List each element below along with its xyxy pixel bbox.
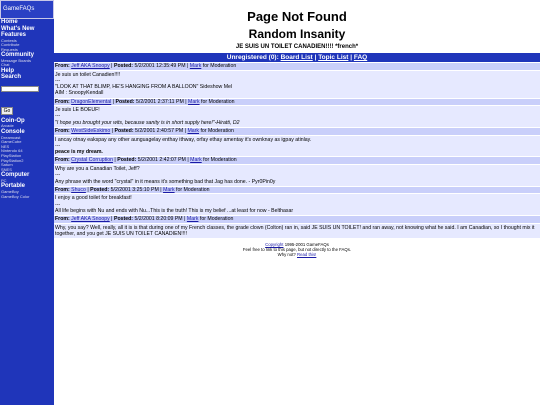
- author-link[interactable]: Jeff AKA Snoopy: [71, 63, 110, 69]
- author-link[interactable]: Jeff AKA Snoopy: [71, 216, 110, 223]
- for-moderation-text: for Moderation: [176, 186, 210, 193]
- sidebar-item-playstation2[interactable]: PlayStation2: [1, 157, 24, 163]
- go-button[interactable]: Go: [1, 107, 13, 115]
- post-line: ---: [55, 113, 61, 120]
- board-list-link[interactable]: Board List: [280, 54, 313, 61]
- separator: |: [350, 54, 353, 61]
- posted-label: Posted:: [114, 128, 134, 135]
- post-line: Je suis un toilet Canadien!!!!: [55, 71, 121, 78]
- post-line: Je suis LE BOEUF!: [55, 107, 100, 114]
- post-line: ---: [55, 142, 61, 149]
- sidebar-item-chat[interactable]: Chat: [1, 62, 10, 68]
- post-timestamp: 5/2/2001 8:20:09 PM: [134, 216, 183, 223]
- from-label: From:: [55, 216, 70, 223]
- separator: |: [111, 63, 113, 69]
- for-moderation-text: for Moderation: [202, 63, 237, 69]
- sidebar-item-gameboy[interactable]: GameBoy: [1, 188, 19, 194]
- sidebar-item-dreamcast[interactable]: Dreamcast: [1, 134, 21, 140]
- sidebar-item-gameboy-color[interactable]: GameBoy Color: [1, 193, 30, 199]
- board-description: JE SUIS UN TOILET CANADIEN!!!! *french*: [235, 44, 359, 50]
- sidebar-item-gamecube[interactable]: GameCube: [1, 139, 22, 145]
- board-nav-bar: [54, 53, 540, 62]
- gamefaqs-logo[interactable]: [0, 0, 54, 19]
- post-header: [54, 187, 540, 194]
- copyright-link[interactable]: Copyright: [265, 242, 284, 247]
- user-status: Unregistered (0):: [226, 54, 279, 61]
- separator: |: [112, 98, 115, 105]
- sidebar-item-portable[interactable]: Portable: [1, 183, 26, 190]
- separator: |: [185, 98, 187, 105]
- post-timestamp: 5/2/2001 2:37:11 PM: [136, 98, 184, 105]
- post-line: ---: [55, 77, 61, 84]
- sidebar-item-features[interactable]: Features: [1, 32, 27, 38]
- separator: |: [87, 186, 89, 193]
- for-moderation-text: for Moderation: [199, 216, 234, 223]
- posted-label: Posted:: [113, 63, 134, 69]
- post-line: "LOOK AT THAT BLIMP, HE'S HANGING FROM A BALLOON" Sideshow Mel: [55, 84, 233, 91]
- post-header: [54, 63, 540, 70]
- sidebar-item-requests[interactable]: Requests: [1, 46, 18, 52]
- post-body: [54, 194, 540, 215]
- mark-link[interactable]: Mark: [190, 157, 202, 164]
- separator: |: [314, 54, 317, 61]
- read-this-link[interactable]: Read this!: [297, 252, 317, 258]
- sidebar-item-home[interactable]: Home: [1, 19, 18, 25]
- page-title: Page Not Found: [247, 9, 347, 24]
- sidebar-item-what-s-new[interactable]: What's New: [1, 25, 35, 32]
- logo-alt-text: GameFAQs: [3, 6, 35, 12]
- separator: |: [114, 157, 116, 164]
- topic-list-link[interactable]: Topic List: [318, 54, 349, 61]
- author-link[interactable]: Shuco: [71, 186, 86, 193]
- footer-why: Why not?: [277, 252, 296, 258]
- for-moderation-text: for Moderation: [203, 157, 237, 164]
- board-title: Random Insanity: [248, 27, 346, 41]
- post-header: [54, 216, 540, 223]
- author-link[interactable]: DragonElemental: [71, 98, 112, 105]
- sidebar-item-arcade[interactable]: Arcade: [1, 123, 14, 129]
- post-line: Why, you say? Well, really, all it is is that during one of my French classes, the grade clown (Colton) ran in, said JE SUIS UN TOILET! and ran away, not knowing what he said. I am Canadian, so I thought mix it together, and you get JE SUIS UN TOILET CANADIEN!!!!: [55, 224, 536, 238]
- sidebar-item-search[interactable]: Search: [1, 74, 22, 81]
- sidebar-item-contribute[interactable]: Contribute: [1, 42, 20, 48]
- mark-link[interactable]: Mark: [187, 128, 199, 135]
- sidebar-item-coin-op[interactable]: Coin-Op: [1, 117, 25, 124]
- sidebar-item-help[interactable]: Help: [1, 67, 15, 74]
- search-input[interactable]: [1, 86, 39, 92]
- post-timestamp: 5/2/2001 2:42:07 PM: [137, 157, 186, 164]
- post-header: [54, 128, 540, 135]
- post-timestamp: 5/2/2001 2:40:57 PM: [135, 128, 184, 135]
- message-list: [54, 63, 540, 239]
- post-header: [54, 157, 540, 164]
- sidebar-item-playstation[interactable]: PlayStation: [1, 152, 22, 158]
- posted-label: Posted:: [90, 186, 110, 193]
- post-line: ---: [55, 172, 61, 179]
- from-label: From:: [55, 98, 70, 105]
- sidebar-item-community[interactable]: Community: [1, 52, 34, 59]
- nav-section-platforms: [0, 118, 54, 199]
- sidebar-nav: [0, 0, 54, 405]
- author-link[interactable]: WestSideEskimo: [71, 128, 111, 135]
- post-line: I ancay otnay eakspay any other aunguagelay enthay ithway, orfay ethay amentay it's ownknay as igpay atinlay.: [55, 136, 312, 143]
- sidebar-item-nes[interactable]: NES: [1, 143, 10, 149]
- post-line: Why are you a Canadian Toilet, Jeff?: [55, 165, 140, 172]
- nav-section-main: [0, 19, 54, 81]
- footer-note: Feel free to link to this page, but not directly to the FAQs.: [242, 247, 352, 253]
- posted-label: Posted:: [115, 98, 135, 105]
- author-link[interactable]: Crystal Corruption: [71, 157, 113, 164]
- mark-link[interactable]: Mark: [189, 63, 202, 69]
- separator: |: [186, 63, 189, 69]
- post-body: [54, 136, 540, 157]
- sidebar-item-pc[interactable]: PC: [1, 177, 7, 183]
- mark-link[interactable]: Mark: [186, 216, 199, 223]
- from-label: From:: [55, 157, 70, 164]
- posted-label: Posted:: [117, 157, 137, 164]
- post-line: I enjoy a good toilet for breakfast!: [55, 195, 132, 202]
- post-line: AIM : SnoopyKendall: [55, 90, 104, 97]
- post-header: [54, 99, 540, 106]
- sidebar-item-computer[interactable]: Computer: [1, 172, 30, 179]
- footer: [197, 242, 397, 258]
- separator: |: [187, 157, 189, 164]
- from-label: From:: [55, 186, 70, 193]
- for-moderation-text: for Moderation: [201, 98, 235, 105]
- mark-link[interactable]: Mark: [163, 186, 175, 193]
- separator: |: [184, 216, 186, 223]
- post-body: [54, 165, 540, 186]
- separator: |: [111, 216, 113, 223]
- sidebar-item-nintendo-64[interactable]: Nintendo 64: [1, 148, 23, 154]
- post-line: ---: [55, 201, 61, 208]
- from-label: From:: [55, 63, 70, 69]
- copyright-text: 1995-2001 GameFAQs: [284, 242, 329, 247]
- faq-link[interactable]: FAQ: [353, 54, 368, 61]
- post-timestamp: 5/2/2001 12:35:49 PM: [134, 63, 186, 69]
- post-body: [54, 106, 540, 127]
- separator: |: [160, 186, 162, 193]
- sidebar-item-contests[interactable]: Contests: [1, 37, 17, 43]
- from-label: From:: [55, 128, 70, 135]
- post-body: [54, 224, 540, 239]
- post-line: All life begins with Nu and ends with Nu...This is the truth! This is my belief ...at least for now - Belthasar: [55, 207, 294, 214]
- sidebar-item-snes[interactable]: SNES: [1, 166, 12, 172]
- for-moderation-text: for Moderation: [200, 128, 234, 135]
- sidebar-item-message-boards[interactable]: Message Boards: [1, 57, 32, 63]
- separator: |: [111, 128, 114, 135]
- mark-link[interactable]: Mark: [188, 98, 200, 105]
- post-body: [54, 71, 540, 98]
- posted-label: Posted:: [113, 216, 134, 223]
- sidebar-item-console[interactable]: Console: [1, 129, 25, 136]
- post-line: peace is my dream.: [55, 149, 103, 156]
- separator: |: [184, 128, 187, 135]
- post-timestamp: 5/2/2001 3:25:10 PM: [110, 186, 159, 193]
- post-line: "I hope you brought your wits, because sanity is in short supply here!"-Hiratti, D2: [55, 119, 240, 126]
- sidebar-item-saturn[interactable]: Saturn: [1, 162, 13, 168]
- post-line: Any phrase with the word "crystal" in it means it's something bad that Jag has done. - Pyr0Pin0y: [55, 178, 276, 185]
